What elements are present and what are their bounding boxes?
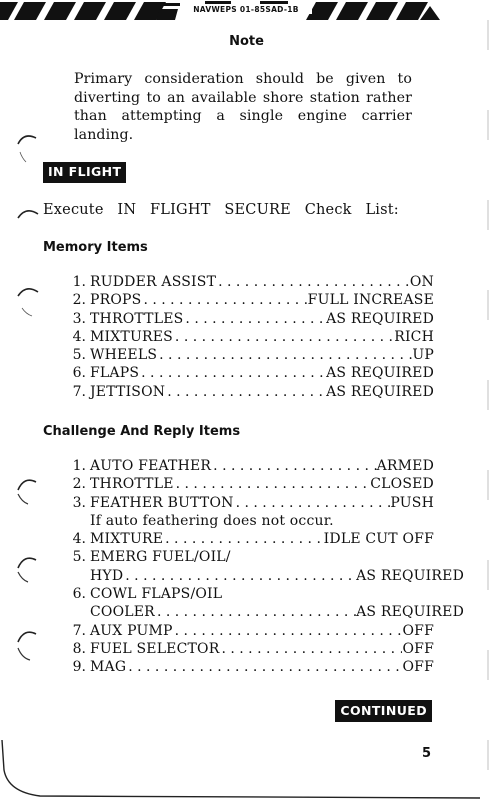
list-item [60,603,464,621]
list-item [60,622,434,640]
binder-hole-mark [14,624,44,668]
memory-items-list [60,273,434,401]
leader-dots [216,273,410,291]
header-band [0,0,493,22]
leader-dots [123,567,356,585]
leader-dots [174,475,371,493]
memory-items-heading: Memory Items [43,240,148,255]
item-number: 4. [72,328,86,345]
item-value: AS REQUIRED [356,604,464,621]
page-edge [0,740,493,800]
challenge-items-list [60,457,464,677]
item-value: AS REQUIRED [326,365,434,382]
list-item [60,273,434,291]
list-item [60,548,434,566]
leader-dots [173,622,403,640]
item-number: 1. [72,274,86,290]
item-name: MIXTURE [90,531,164,548]
item-number: 6. [72,365,86,382]
item-name: THROTTLES [90,310,184,327]
item-value: OFF [402,622,434,639]
binder-hole-mark [14,128,44,168]
item-note: If auto feathering does not occur. [90,512,334,529]
item-name: FUEL SELECTOR [90,640,220,657]
item-name: RUDDER ASSIST [90,274,217,290]
item-name: JETTISON [90,383,166,400]
page-edge-right [484,20,493,800]
list-item [60,585,434,603]
item-value: ON [409,274,434,290]
list-item [60,291,434,309]
leader-dots [157,346,412,364]
item-value: CLOSED [370,476,434,493]
item-name: COOLER [90,604,155,621]
list-item [60,364,434,382]
item-number: 7. [72,383,86,400]
item-value: FULL INCREASE [307,292,434,309]
binder-hole-mark [14,204,44,234]
item-name: COWL FLAPS/OIL [90,586,223,603]
leader-dots [141,291,307,309]
binder-hole-mark [14,550,44,590]
item-number: 3. [72,494,86,511]
item-value: ARMED [376,458,434,474]
leader-dots [163,530,324,548]
item-value: IDLE CUT OFF [323,531,434,548]
item-name: HYD [90,567,124,584]
list-item [60,457,434,475]
item-name: AUX PUMP [90,622,173,639]
leader-dots [165,383,326,401]
list-item [60,346,434,364]
item-value: OFF [402,659,434,676]
list-item [60,512,434,530]
binder-hole-mark [14,282,44,322]
list-item [60,494,434,512]
item-number: 6. [72,586,86,603]
item-name: FLAPS [90,365,140,382]
list-item [60,328,434,346]
leader-dots [139,364,326,382]
item-value: AS REQUIRED [326,310,434,327]
in-flight-label: IN FLIGHT [43,162,126,183]
item-name: FEATHER BUTTON [90,494,234,511]
item-number: 3. [72,310,86,327]
leader-dots [155,603,356,621]
item-number: 8. [72,640,86,657]
list-item [60,567,464,585]
list-item [60,383,434,401]
item-name: THROTTLE [90,476,174,493]
item-name: AUTO FEATHER [90,458,212,474]
continued-label: CONTINUED [335,700,432,722]
list-item [60,475,434,493]
item-name: WHEELS [90,347,158,364]
list-item [60,640,434,658]
item-name: MIXTURES [90,328,173,345]
leader-dots [173,328,394,346]
item-name: EMERG FUEL/OIL/ [90,549,231,566]
item-number: 2. [72,476,86,493]
item-number: 1. [72,458,86,474]
item-number: 9. [72,659,86,676]
note-text: Primary consideration should be given to diverting to an available shore station rather than attempting a single engine carrier landing. [74,71,412,143]
item-number: 4. [72,531,86,548]
item-value: AS REQUIRED [356,567,464,584]
leader-dots [234,494,391,512]
leader-dots [211,457,376,475]
item-value: OFF [402,640,434,657]
item-value: RICH [394,328,434,345]
item-number: 5. [72,549,86,566]
note-title: Note [229,34,264,49]
document-code: NAVWEPS 01-85SAD-1B [180,5,312,14]
item-name: MAG [90,659,127,676]
list-item [60,530,434,548]
execute-instruction: Execute IN FLIGHT SECURE Check List: [43,202,399,218]
item-number: 5. [72,347,86,364]
list-item [60,658,434,676]
binder-hole-mark [14,472,44,512]
challenge-items-heading: Challenge And Reply Items [43,424,241,439]
item-value: AS REQUIRED [326,383,434,400]
leader-dots [126,658,402,676]
leader-dots [183,310,326,328]
item-value: UP [412,347,434,364]
item-value: PUSH [390,494,434,511]
list-item [60,310,434,328]
item-number: 2. [72,292,86,309]
page-number: 5 [421,746,431,761]
leader-dots [219,640,402,658]
item-name: PROPS [90,292,142,309]
item-number: 7. [72,622,86,639]
